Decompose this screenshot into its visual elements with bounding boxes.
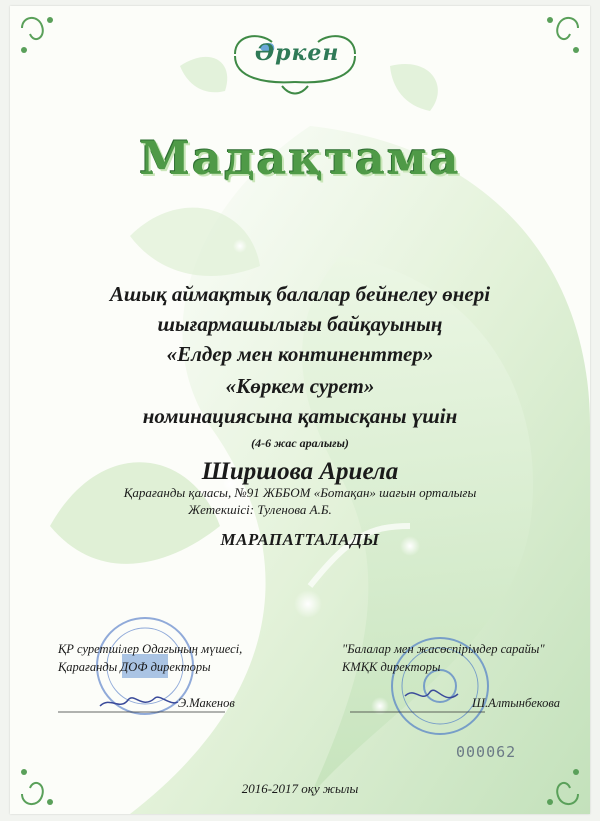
certificate-title: Мадақтама (139, 131, 461, 185)
left-signer-role-1: ҚР суретшілер Одағының мүшесі, (58, 642, 243, 656)
left-signer-role-2: Қарағанды ДОФ директоры (58, 660, 211, 674)
body-line-1: Ашық аймақтық балалар бейнелеу өнері (109, 282, 491, 306)
right-signer-name: Ш.Алтынбекова (472, 696, 560, 710)
left-signer-name: Э.Макенов (178, 696, 235, 710)
award-text: МАРАПАТТАЛАДЫ (220, 530, 380, 549)
body-line-3: «Елдер мен континенттер» (166, 342, 434, 366)
body-line-4: «Көркем сурет» (225, 374, 375, 398)
recipient-mentor: Жетекшісі: Туленова А.Б. (188, 502, 332, 517)
academic-year: 2016-2017 оқу жылы (241, 781, 359, 796)
body-line-2: шығармашылығы байқауының (157, 312, 443, 336)
right-signer-role-1: "Балалар мен жасөспірімдер сарайы" (342, 642, 545, 656)
recipient-org: Қарағанды қаласы, №91 ЖББОМ «Ботақан» шағын орталығы (123, 485, 477, 500)
certificate-sheet (10, 6, 590, 814)
age-range: (4-6 жас аралығы) (251, 436, 349, 450)
recipient-name: Ширшова Ариела (201, 458, 399, 485)
logo-wordmark: Әркен (255, 40, 340, 66)
serial-number: 000062 (456, 743, 517, 761)
body-line-5: номинациясына қатысқаны үшін (142, 404, 458, 428)
right-signer-role-2: КМҚК директоры (342, 660, 441, 674)
